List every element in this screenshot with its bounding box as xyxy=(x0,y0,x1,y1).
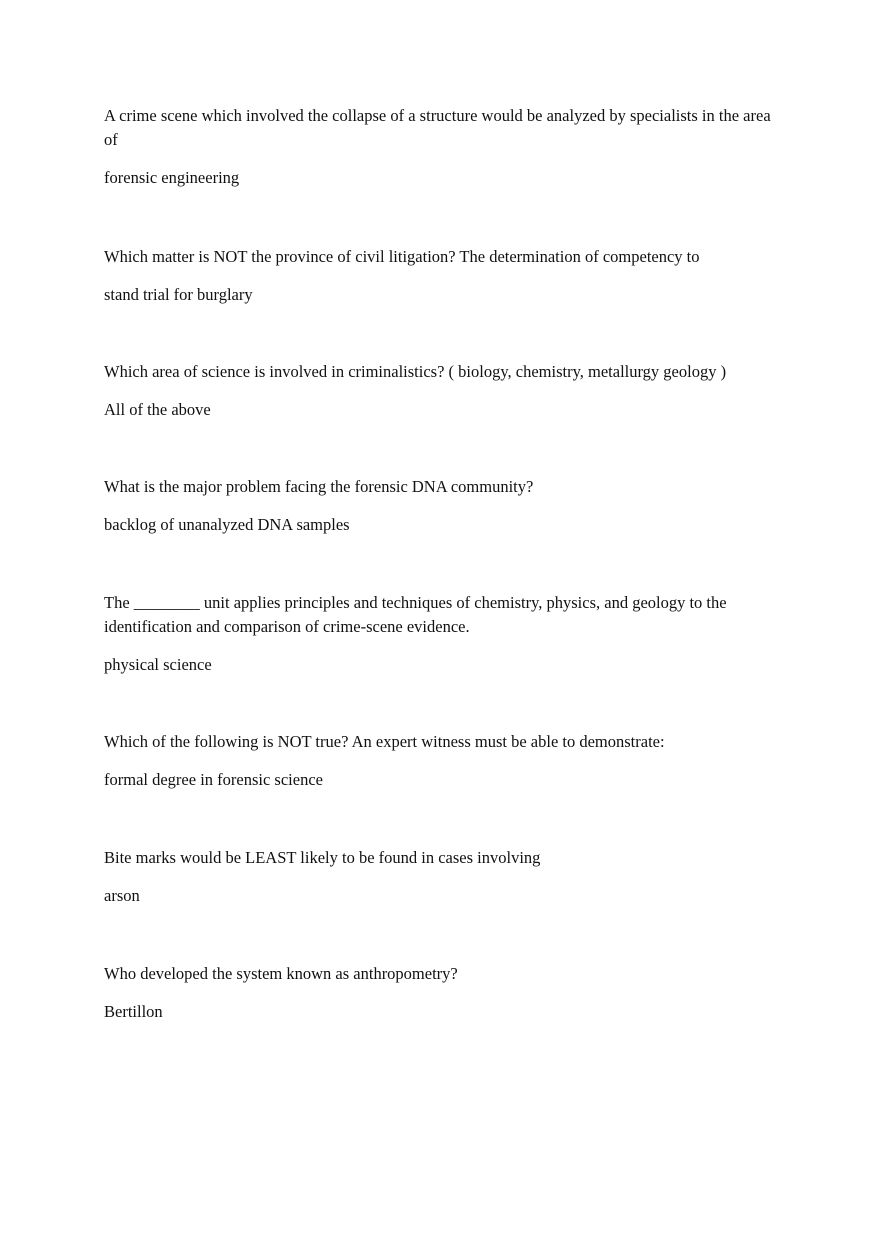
qa-item-8 xyxy=(104,962,776,1024)
question-text: A crime scene which involved the collapse of a structure would be analyzed by specialists in the area of xyxy=(104,106,771,149)
question-text: Which area of science is involved in criminalistics? ( biology, chemistry, metallurgy geology ) xyxy=(104,362,727,381)
answer-text: Bertillon xyxy=(104,1002,163,1021)
question-text: Which matter is NOT the province of civil litigation? The determination of competency to xyxy=(104,247,700,266)
answer-text: stand trial for burglary xyxy=(104,285,253,304)
answer-text: physical science xyxy=(104,655,212,674)
qa-item-5 xyxy=(104,591,776,677)
question-text: The ________ unit applies principles and techniques of chemistry, physics, and geology to the identification and comparison of crime-scene evidence. xyxy=(104,593,727,636)
qa-item-4 xyxy=(104,475,776,537)
qa-item-6 xyxy=(104,730,776,792)
question-text: Bite marks would be LEAST likely to be found in cases involving xyxy=(104,848,541,867)
qa-item-3 xyxy=(104,360,776,422)
answer-text: formal degree in forensic science xyxy=(104,770,323,789)
answer-text: arson xyxy=(104,886,140,905)
question-text: Who developed the system known as anthropometry? xyxy=(104,964,458,983)
question-text: Which of the following is NOT true? An expert witness must be able to demonstrate: xyxy=(104,732,665,751)
answer-text: forensic engineering xyxy=(104,168,240,187)
qa-item-7 xyxy=(104,846,776,908)
answer-text: All of the above xyxy=(104,400,211,419)
answer-text: backlog of unanalyzed DNA samples xyxy=(104,515,350,534)
qa-item-2 xyxy=(104,245,776,307)
question-text: What is the major problem facing the forensic DNA community? xyxy=(104,477,534,496)
qa-item-1 xyxy=(104,104,776,190)
